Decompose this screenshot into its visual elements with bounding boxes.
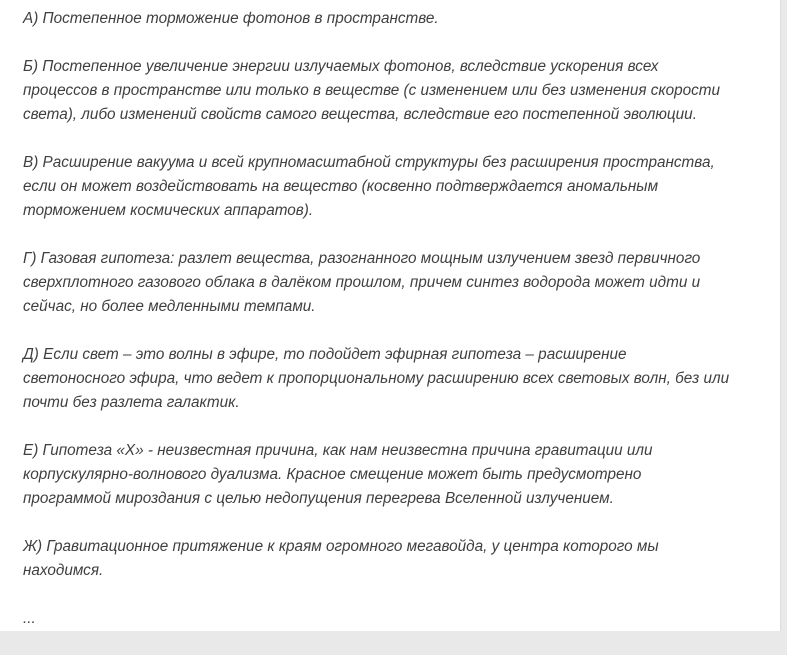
paragraph-b: Б) Постепенное увеличение энергии излучаемых фотонов, вследствие ускорения всех процессов в пространстве или только в веществе (с изменением или без изменения скорости света), либо изменений свойств самого вещества, вследствие его постепенной эволюции. — [23, 58, 721, 123]
article-content — [23, 7, 773, 655]
paragraph-a: А) Постепенное торможение фотонов в пространстве. — [23, 10, 439, 27]
paragraph-g: Г) Газовая гипотеза: разлет вещества, разогнанного мощным излучением звезд первичного сверхплотного газового облака в далёком прошлом, причем синтез водорода может идти и сейчас, но более медленными темпами. — [23, 250, 701, 315]
paragraph-zh: Ж) Гравитационное притяжение к краям огромного мегавойда, у центра которого мы находимся. — [23, 538, 659, 579]
paragraph-d: Д) Если свет – это волны в эфире, то подойдет эфирная гипотеза – расширение светоносного эфира, что ведет к пропорциональному расширению всех световых волн, без или почти без разлета галактик. — [23, 346, 730, 411]
paragraph-v: В) Расширение вакуума и всей крупномасштабной структуры без расширения пространства, если он может воздействовать на вещество (косвенно подтверждается аномальным торможением космических аппаратов). — [23, 154, 715, 219]
ellipsis: ... — [23, 610, 36, 627]
paragraph-e: Е) Гипотеза «Х» - неизвестная причина, как нам неизвестна причина гравитации или корпускулярно-волнового дуализма. Красное смещение может быть предусмотрено программой мироздания с целью недопущения перегрева Вселенной излучением. — [23, 442, 653, 507]
